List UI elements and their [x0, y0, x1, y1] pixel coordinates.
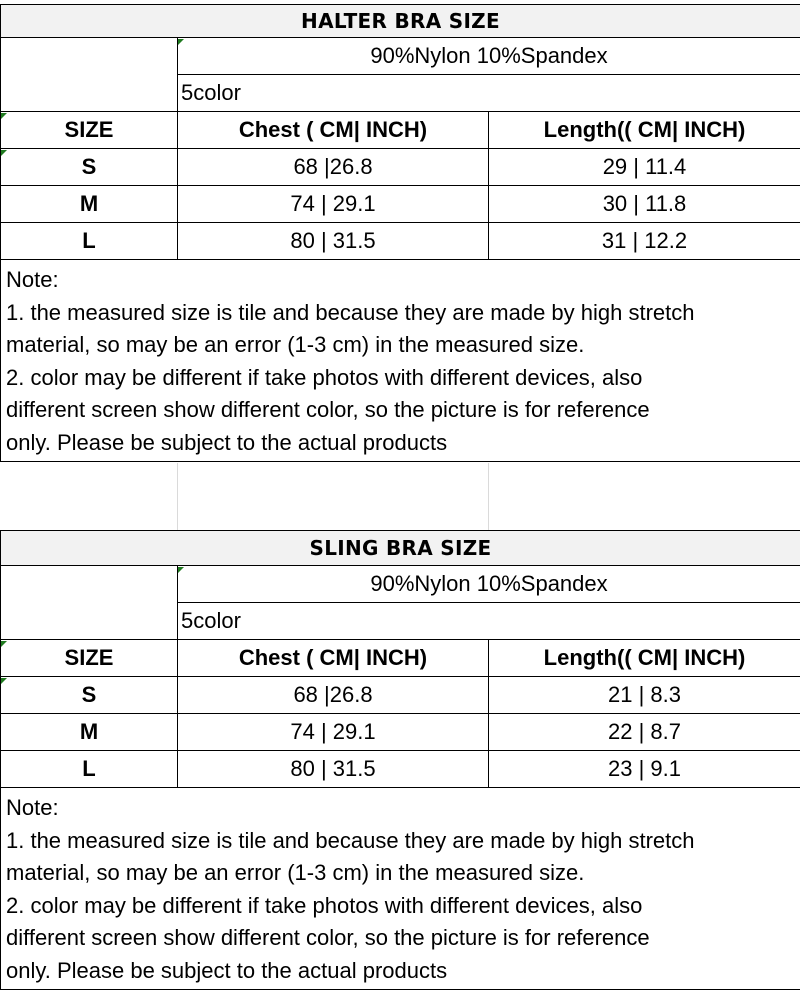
- halter-note: [1, 260, 800, 462]
- cell-marker: [178, 39, 184, 45]
- table-row: [1, 223, 800, 260]
- table-row: [1, 149, 800, 186]
- sling-color-cell: 5color: [178, 603, 800, 640]
- chest-cell: 74 | 29.1: [178, 186, 489, 223]
- chest-cell: 68 |26.8: [178, 149, 489, 186]
- sling-header-length: Length(( CM| INCH): [489, 640, 800, 677]
- halter-size-table: [0, 4, 800, 462]
- sling-header-size: SIZE: [1, 640, 178, 677]
- gridline: [488, 463, 489, 530]
- cell-marker: [178, 567, 184, 573]
- note-line: only. Please be subject to the actual products: [6, 429, 448, 455]
- note-line: only. Please be subject to the actual products: [6, 957, 448, 983]
- size-cell: M: [1, 714, 178, 751]
- cell-marker: [1, 113, 7, 119]
- sling-header-chest: Chest ( CM| INCH): [178, 640, 489, 677]
- table-row: [1, 677, 800, 714]
- halter-color-cell: 5color: [178, 75, 800, 112]
- length-cell: 21 | 8.3: [489, 677, 800, 714]
- note-line: 1. the measured size is tile and because they are made by high stretch: [6, 827, 695, 853]
- size-cell: S: [1, 677, 178, 714]
- length-cell: 22 | 8.7: [489, 714, 800, 751]
- halter-header-length: Length(( CM| INCH): [489, 112, 800, 149]
- halter-table-title: HALTER BRA SIZE: [1, 5, 800, 38]
- cell-marker: [1, 678, 7, 684]
- note-label: Note:: [6, 795, 59, 820]
- length-cell: 23 | 9.1: [489, 751, 800, 788]
- length-cell: 29 | 11.4: [489, 149, 800, 186]
- size-cell: S: [1, 149, 178, 186]
- note-line: 2. color may be different if take photos with different devices, also: [6, 364, 643, 390]
- length-cell: 30 | 11.8: [489, 186, 800, 223]
- sling-material-cell: 90%Nylon 10%Spandex: [178, 566, 800, 603]
- note-line: different screen show different color, so the picture is for reference: [6, 397, 650, 422]
- cell-marker: [1, 150, 7, 156]
- spreadsheet-gap: [0, 463, 800, 530]
- halter-header-size: SIZE: [1, 112, 178, 149]
- sling-size-table: [0, 530, 800, 990]
- chest-cell: 80 | 31.5: [178, 223, 489, 260]
- halter-header-chest: Chest ( CM| INCH): [178, 112, 489, 149]
- note-line: 1. the measured size is tile and because they are made by high stretch: [6, 299, 695, 325]
- note-line: 2. color may be different if take photos with different devices, also: [6, 892, 643, 918]
- gridline: [177, 463, 178, 530]
- table-row: [1, 186, 800, 223]
- halter-material-cell: 90%Nylon 10%Spandex: [178, 38, 800, 75]
- chest-cell: 80 | 31.5: [178, 751, 489, 788]
- size-cell: L: [1, 223, 178, 260]
- chest-cell: 68 |26.8: [178, 677, 489, 714]
- note-line: different screen show different color, so the picture is for reference: [6, 925, 650, 950]
- halter-blank-cell: [1, 38, 178, 112]
- size-cell: M: [1, 186, 178, 223]
- table-row: [1, 751, 800, 788]
- note-label: Note:: [6, 267, 59, 292]
- chest-cell: 74 | 29.1: [178, 714, 489, 751]
- cell-marker: [1, 641, 7, 647]
- table-row: [1, 714, 800, 751]
- sling-note: [1, 788, 800, 990]
- size-cell: L: [1, 751, 178, 788]
- sling-table-title: SLING BRA SIZE: [1, 531, 800, 566]
- sling-blank-cell: [1, 566, 178, 640]
- note-line: material, so may be an error (1-3 cm) in the measured size.: [6, 332, 585, 357]
- length-cell: 31 | 12.2: [489, 223, 800, 260]
- note-line: material, so may be an error (1-3 cm) in the measured size.: [6, 860, 585, 885]
